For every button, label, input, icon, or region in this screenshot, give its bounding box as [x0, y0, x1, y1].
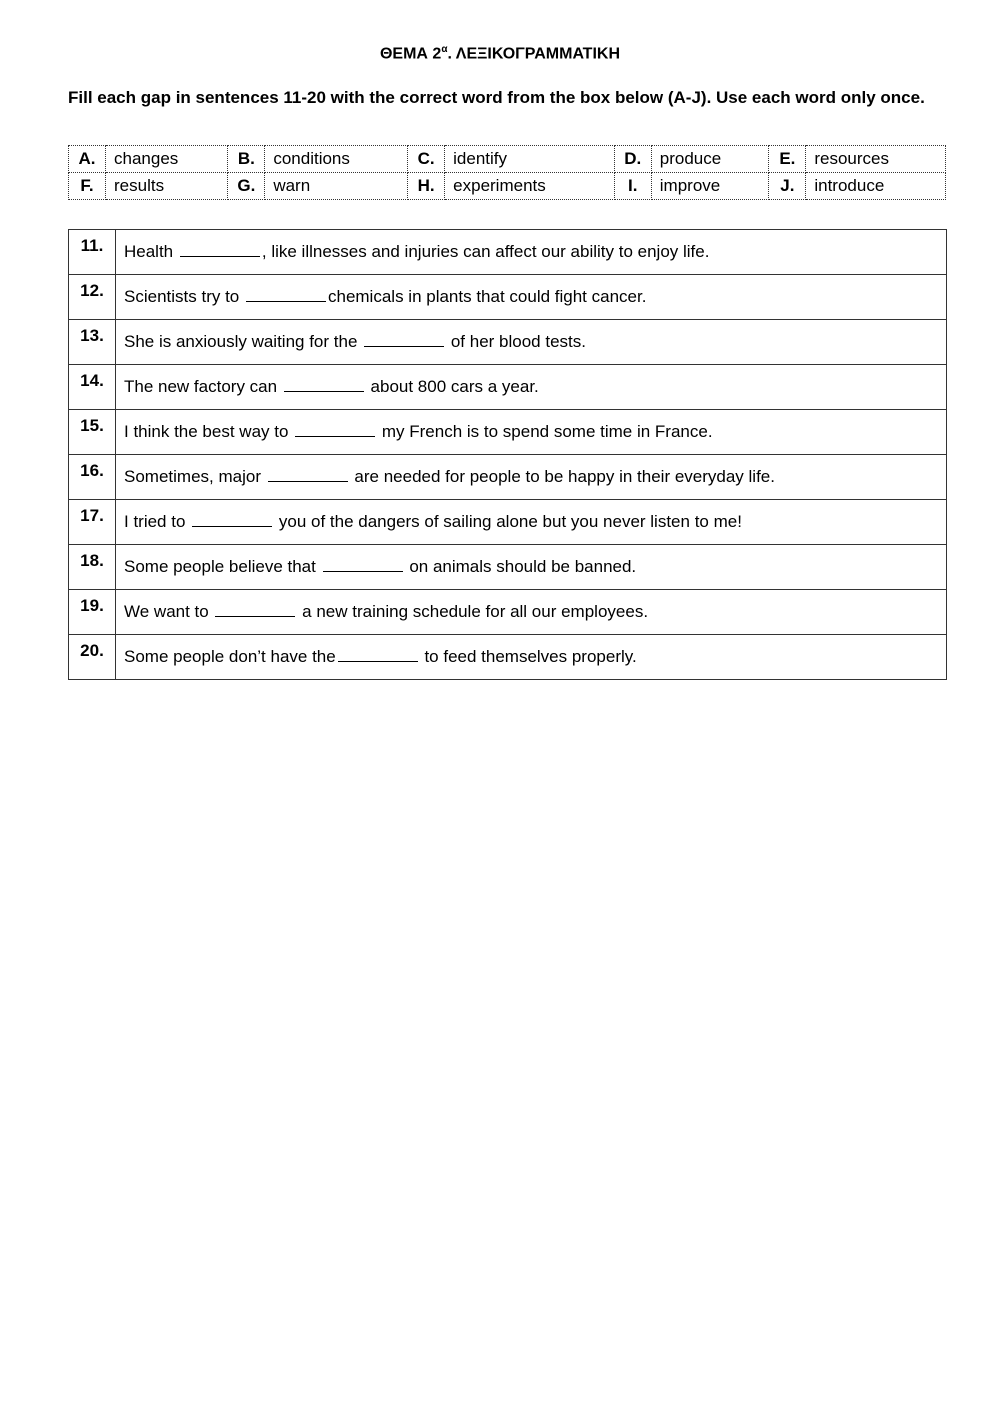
sentence-before-gap: Some people don’t have the: [124, 647, 336, 666]
word-option: produce: [651, 146, 769, 173]
sentence-text: [116, 500, 947, 545]
sentence-row: [69, 275, 947, 320]
sentence-before-gap: We want to: [124, 602, 214, 621]
word-box: [68, 145, 946, 200]
answer-gap[interactable]: [323, 557, 403, 572]
sentence-before-gap: Scientists try to: [124, 287, 244, 306]
answer-gap[interactable]: [246, 287, 326, 302]
sentence-text: [116, 230, 947, 275]
word-letter: F.: [69, 173, 106, 200]
answer-gap[interactable]: [338, 647, 418, 662]
sentence-after-gap: about 800 cars a year.: [365, 377, 539, 396]
sentence-row: [69, 635, 947, 680]
instructions: Fill each gap in sentences 11-20 with the correct word from the box below (A-J). Use each word only once.: [68, 88, 925, 107]
sentence-after-gap: of her blood tests.: [446, 332, 586, 351]
sentence-text: [116, 320, 947, 365]
word-option: improve: [651, 173, 769, 200]
word-letter: H.: [408, 173, 445, 200]
sentence-row: [69, 455, 947, 500]
sentence-after-gap: , like illnesses and injuries can affect our ability to enjoy life.: [261, 242, 710, 261]
sentence-before-gap: Some people believe that: [124, 557, 321, 576]
word-letter: A.: [69, 146, 106, 173]
sentence-before-gap: I think the best way to: [124, 422, 294, 441]
page-title: ΘΕΜΑ $2^\alpha$. ΛΕΞΙΚΟΓΡΑΜΜΑΤΙΚΗ: [379, 44, 620, 63]
sentence-after-gap: on animals should be banned.: [404, 557, 637, 576]
answer-gap[interactable]: [295, 422, 375, 437]
sentence-number: 19.: [69, 590, 116, 635]
word-letter: I.: [614, 173, 651, 200]
sentence-text: [116, 275, 947, 320]
answer-gap[interactable]: [215, 602, 295, 617]
sentence-before-gap: Sometimes, major: [124, 467, 266, 486]
sentence-before-gap: The new factory can: [124, 377, 282, 396]
sentence-before-gap: She is anxiously waiting for the: [124, 332, 363, 351]
sentence-number: 14.: [69, 365, 116, 410]
answer-gap[interactable]: [364, 332, 444, 347]
word-letter: C.: [408, 146, 445, 173]
sentence-number: 12.: [69, 275, 116, 320]
sentence-number: 20.: [69, 635, 116, 680]
answer-gap[interactable]: [180, 242, 260, 257]
word-letter: J.: [769, 173, 806, 200]
word-option: changes: [106, 146, 228, 173]
sentence-row: [69, 410, 947, 455]
sentence-row: [69, 590, 947, 635]
word-option: identify: [445, 146, 615, 173]
sentence-after-gap: you of the dangers of sailing alone but you never listen to me!: [274, 512, 742, 531]
answer-gap[interactable]: [192, 512, 272, 527]
word-option: conditions: [265, 146, 408, 173]
sentence-number: 16.: [69, 455, 116, 500]
sentence-number: 17.: [69, 500, 116, 545]
word-option: resources: [806, 146, 946, 173]
answer-gap[interactable]: [284, 377, 364, 392]
sentence-row: [69, 230, 947, 275]
word-letter: G.: [228, 173, 265, 200]
sentence-number: 18.: [69, 545, 116, 590]
sentence-row: [69, 365, 947, 410]
sentence-text: [116, 365, 947, 410]
sentence-row: [69, 545, 947, 590]
word-option: warn: [265, 173, 408, 200]
sentence-text: [116, 635, 947, 680]
sentence-text: [116, 590, 947, 635]
sentence-before-gap: I tried to: [124, 512, 191, 531]
sentence-before-gap: Health: [124, 242, 178, 261]
sentence-number: 15.: [69, 410, 116, 455]
sentence-row: [69, 320, 947, 365]
sentence-text: [116, 545, 947, 590]
sentence-after-gap: to feed themselves properly.: [419, 647, 637, 666]
sentence-number: 13.: [69, 320, 116, 365]
sentences-table: [68, 229, 947, 680]
sentence-text: [116, 410, 947, 455]
word-box-row: [69, 173, 946, 200]
word-option: experiments: [445, 173, 615, 200]
title-superscript: α: [441, 44, 448, 55]
sentence-after-gap: are needed for people to be happy in their everyday life.: [349, 467, 775, 486]
word-option: introduce: [806, 173, 946, 200]
word-letter: E.: [769, 146, 806, 173]
answer-gap[interactable]: [268, 467, 348, 482]
sentence-number: 11.: [69, 230, 116, 275]
word-option: results: [106, 173, 228, 200]
sentence-row: [69, 500, 947, 545]
word-letter: D.: [614, 146, 651, 173]
sentence-text: [116, 455, 947, 500]
sentence-after-gap: chemicals in plants that could fight cancer.: [327, 287, 647, 306]
sentence-after-gap: my French is to spend some time in France.: [377, 422, 713, 441]
word-box-row: [69, 146, 946, 173]
sentence-after-gap: a new training schedule for all our employees.: [297, 602, 649, 621]
word-letter: B.: [228, 146, 265, 173]
